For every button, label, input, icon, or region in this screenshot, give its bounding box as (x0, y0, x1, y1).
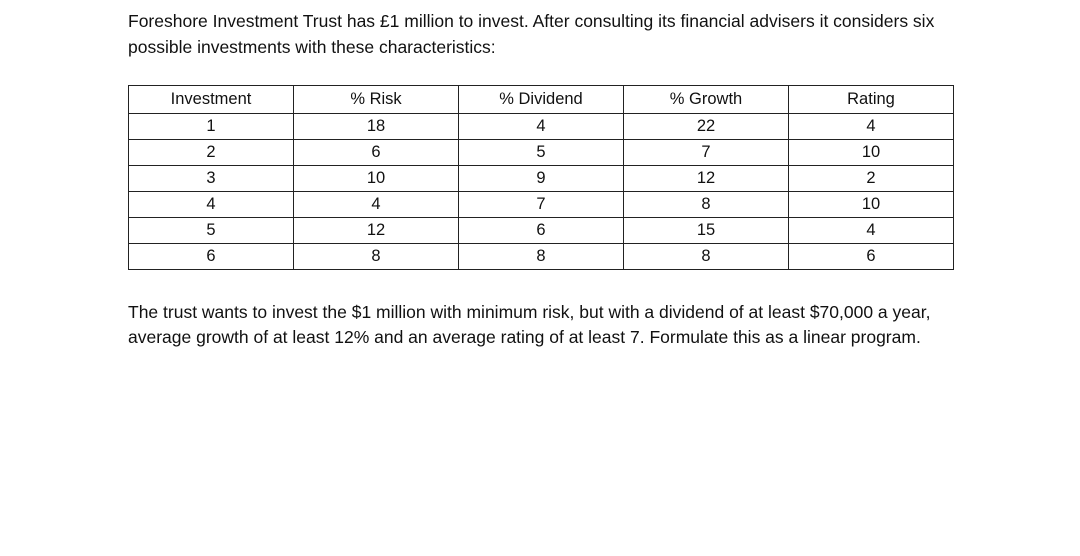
cell-risk: 4 (294, 192, 459, 218)
investment-table (128, 85, 954, 270)
cell-risk: 8 (294, 244, 459, 270)
cell-risk: 6 (294, 140, 459, 166)
cell-rating: 4 (789, 114, 954, 140)
table-row (129, 244, 954, 270)
cell-investment: 3 (129, 166, 294, 192)
cell-investment: 6 (129, 244, 294, 270)
cell-growth: 8 (624, 244, 789, 270)
header-growth: % Growth (624, 86, 789, 114)
table-row (129, 114, 954, 140)
table-row (129, 166, 954, 192)
cell-dividend: 8 (459, 244, 624, 270)
cell-dividend: 9 (459, 166, 624, 192)
cell-rating: 10 (789, 192, 954, 218)
table-row (129, 218, 954, 244)
cell-investment: 2 (129, 140, 294, 166)
cell-risk: 12 (294, 218, 459, 244)
cell-rating: 10 (789, 140, 954, 166)
header-dividend: % Dividend (459, 86, 624, 114)
cell-investment: 1 (129, 114, 294, 140)
header-investment: Investment (129, 86, 294, 114)
cell-growth: 15 (624, 218, 789, 244)
cell-risk: 10 (294, 166, 459, 192)
table-row (129, 140, 954, 166)
cell-growth: 22 (624, 114, 789, 140)
cell-risk: 18 (294, 114, 459, 140)
cell-growth: 8 (624, 192, 789, 218)
cell-investment: 4 (129, 192, 294, 218)
table-header-row (129, 86, 954, 114)
header-rating: Rating (789, 86, 954, 114)
cell-growth: 7 (624, 140, 789, 166)
cell-dividend: 7 (459, 192, 624, 218)
cell-dividend: 6 (459, 218, 624, 244)
cell-investment: 5 (129, 218, 294, 244)
table-row (129, 192, 954, 218)
cell-rating: 6 (789, 244, 954, 270)
cell-dividend: 4 (459, 114, 624, 140)
cell-rating: 2 (789, 166, 954, 192)
outro-paragraph: The trust wants to invest the $1 million with minimum risk, but with a dividend of at least $70,000 a year, average growth of at least 12% and an average rating of at least 7. Formulate this as a linear program. (128, 302, 931, 347)
cell-growth: 12 (624, 166, 789, 192)
intro-paragraph: Foreshore Investment Trust has £1 million to invest. After consulting its financial advisers it considers six possible investments with these characteristics: (128, 11, 935, 57)
cell-rating: 4 (789, 218, 954, 244)
cell-dividend: 5 (459, 140, 624, 166)
header-risk: % Risk (294, 86, 459, 114)
